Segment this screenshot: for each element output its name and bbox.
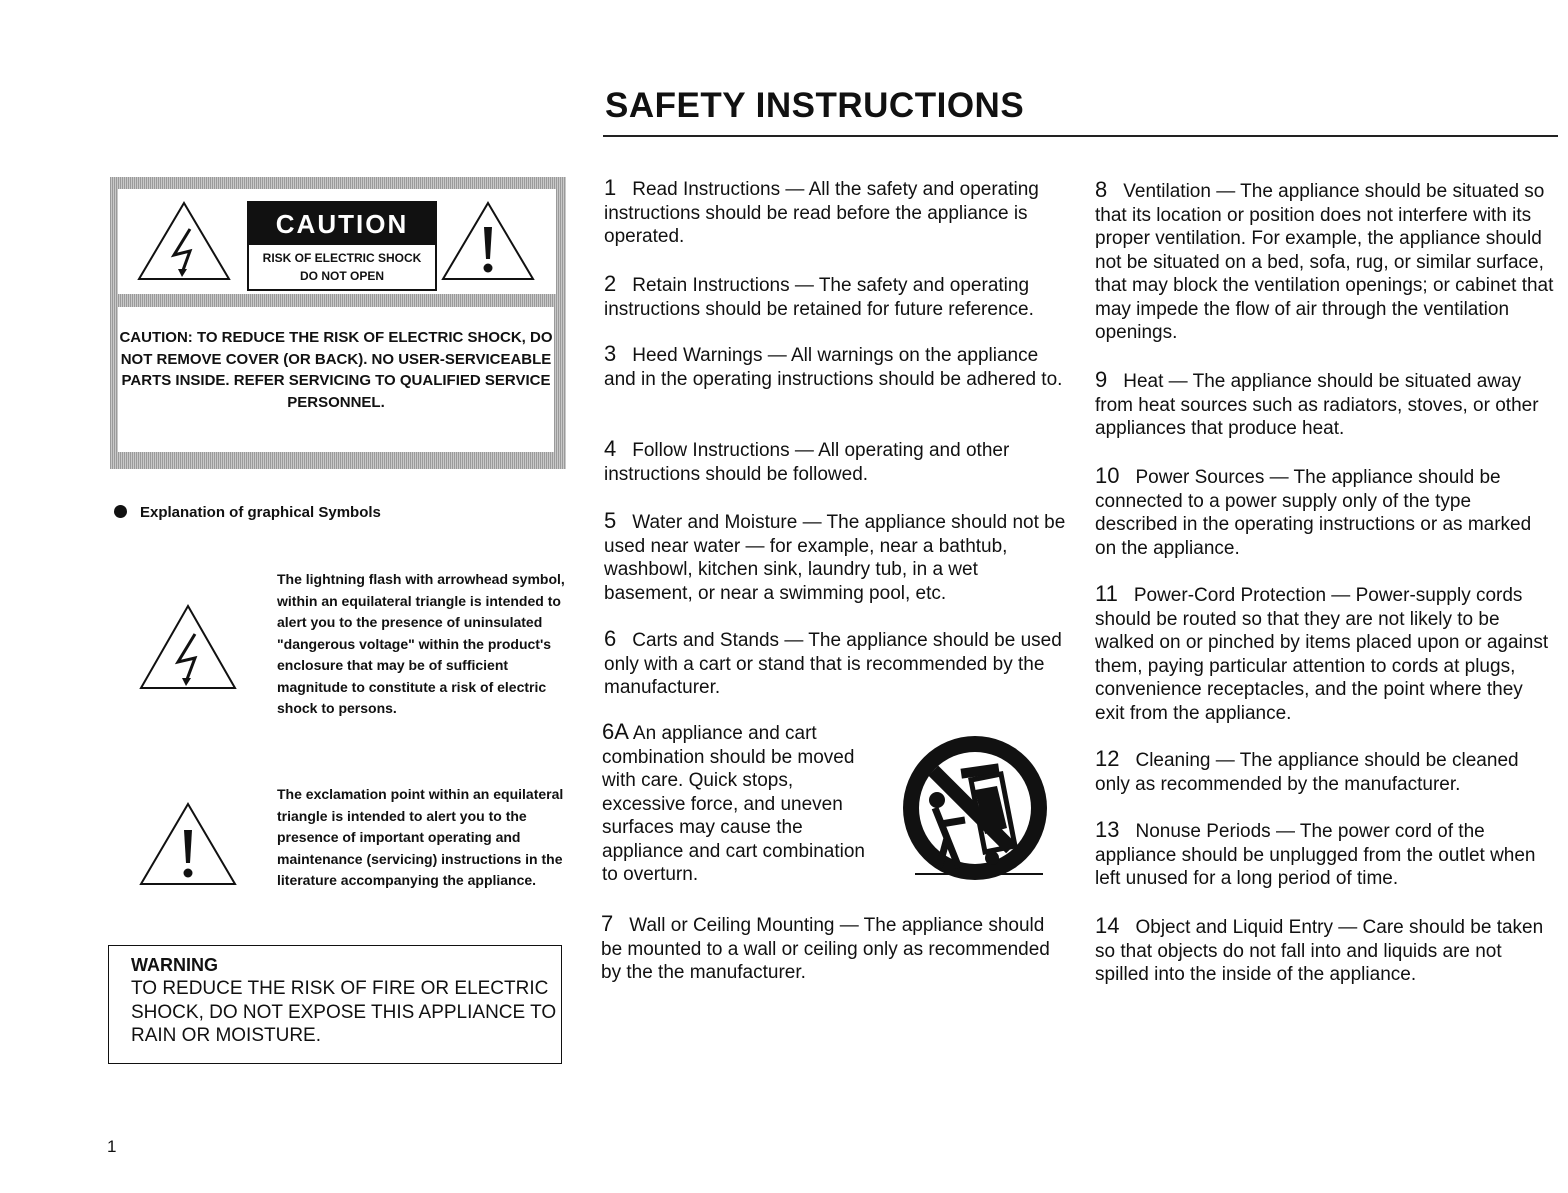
instruction-number: 1 xyxy=(604,175,617,200)
instruction-text: Object and Liquid Entry — Care should be taken so that objects do not fall into and liquids are not spilled into the inside of the appliance. xyxy=(1095,917,1544,985)
lightning-triangle-icon xyxy=(136,199,232,283)
instruction-text: Read Instructions — All the safety and operating instructions should be read before the appliance is operated. xyxy=(604,179,1039,247)
instruction-item xyxy=(604,627,1066,700)
exclamation-explanation: The exclamation point within an equilateral triangle is intended to alert you to the presence of important operating and maintenance (servicing) instructions in the literature accompanying the appliance. xyxy=(277,786,564,888)
page-title: SAFETY INSTRUCTIONS xyxy=(605,86,1025,125)
instruction-text: Heat — The appliance should be situated away from heat sources such as radiators, stoves, or other appliances that produce heat. xyxy=(1095,371,1539,439)
warning-box xyxy=(108,945,562,1064)
instruction-text: Power-Cord Protection — Power-supply cords should be routed so that they are not likely to be walked on or pinched by items placed upon or against them, paying particular attention to cords at plugs, convenience receptacles, and the point where they exit from the appliance. xyxy=(1095,585,1549,724)
instruction-item xyxy=(1095,582,1555,725)
page-number: 1 xyxy=(107,1137,117,1156)
instruction-text: Wall or Ceiling Mounting — The appliance should be mounted to a wall or ceiling only as recommended by the the manufacturer. xyxy=(601,915,1050,983)
instruction-number: 9 xyxy=(1095,367,1108,392)
instruction-item xyxy=(1095,464,1555,560)
instruction-text: Power Sources — The appliance should be connected to a power supply only of the type described in the operating instructions or as marked on the appliance. xyxy=(1095,467,1532,559)
instruction-number: 13 xyxy=(1095,817,1120,842)
instruction-number: 12 xyxy=(1095,746,1120,771)
caution-label-bottom xyxy=(118,307,554,452)
caution-word: CAUTION xyxy=(249,203,435,245)
lightning-explanation: The lightning flash with arrowhead symbol, within an equilateral triangle is intended to alert you to the presence of uninsulated "dangerous voltage" within the product's enclosure that may be of sufficient magnitude to constitute a risk of electric shock to persons. xyxy=(277,571,565,716)
instruction-item xyxy=(602,720,870,887)
title-rule xyxy=(603,135,1558,137)
instruction-number: 8 xyxy=(1095,177,1108,202)
instruction-item xyxy=(604,509,1066,605)
instruction-text: Nonuse Periods — The power cord of the appliance should be unplugged from the outlet when left unused for a long period of time. xyxy=(1095,821,1536,889)
instruction-number: 14 xyxy=(1095,913,1120,938)
caution-badge xyxy=(247,201,437,291)
instruction-item xyxy=(604,176,1066,249)
instruction-text: Heed Warnings — All warnings on the appliance and in the operating instructions should be adhered to. xyxy=(604,345,1063,390)
instruction-item xyxy=(1095,914,1555,987)
instruction-item xyxy=(601,912,1063,985)
instruction-number: 3 xyxy=(604,341,617,366)
instruction-item xyxy=(1095,747,1555,796)
cart-tip-over-warning-icon xyxy=(897,728,1047,888)
explanation-heading: Explanation of graphical Symbols xyxy=(140,504,381,521)
exclamation-triangle-icon xyxy=(138,800,238,888)
caution-subtext-line2: DO NOT OPEN xyxy=(299,269,384,283)
instruction-text: Follow Instructions — All operating and other instructions should be followed. xyxy=(604,440,1010,485)
exclamation-triangle-icon xyxy=(440,199,536,283)
instruction-text: Carts and Stands — The appliance should be used only with a cart or stand that is recommended by the manufacturer. xyxy=(604,630,1062,698)
instruction-number: 2 xyxy=(604,271,617,296)
warning-body: TO REDUCE THE RISK OF FIRE OR ELECTRIC SHOCK, DO NOT EXPOSE THIS APPLIANCE TO RAIN OR MOISTURE. xyxy=(131,978,557,1046)
instruction-number: 11 xyxy=(1095,581,1118,606)
instruction-item xyxy=(1095,818,1555,891)
caution-text: CAUTION: TO REDUCE THE RISK OF ELECTRIC SHOCK, DO NOT REMOVE COVER (OR BACK). NO USER-SERVICEABLE PARTS INSIDE. REFER SERVICING TO QUALIFIED SERVICE PERSONNEL. xyxy=(119,329,553,411)
instruction-text: Water and Moisture — The appliance should not be used near water — for example, near a bathtub, washbowl, kitchen sink, laundry tub, in a wet basement, or near a swimming pool, etc. xyxy=(604,512,1066,604)
caution-subtext-line1: RISK OF ELECTRIC SHOCK xyxy=(262,251,422,265)
instruction-text: Ventilation — The appliance should be situated so that its location or position does not interfere with its proper ventilation. For example, the appliance should not be situated on a bed, sofa, rug, or similar surface, that may block the ventilation openings; or cabinet that may impede the flow of air through the ventilation openings. xyxy=(1095,181,1554,343)
lightning-triangle-icon xyxy=(138,602,238,692)
instruction-number: 10 xyxy=(1095,463,1120,488)
instruction-number: 4 xyxy=(604,436,617,461)
instruction-number: 5 xyxy=(604,508,617,533)
warning-title: WARNING xyxy=(131,955,218,975)
instruction-text: Retain Instructions — The safety and operating instructions should be retained for future reference. xyxy=(604,275,1034,320)
instruction-item xyxy=(1095,178,1555,345)
instruction-text: An appliance and cart combination should be moved with care. Quick stops, excessive force, and uneven surfaces may cause the appliance and cart combination to overturn. xyxy=(602,723,866,885)
bullet-icon xyxy=(114,505,127,518)
instruction-text: Cleaning — The appliance should be cleaned only as recommended by the manufacturer. xyxy=(1095,750,1519,795)
caution-subtext xyxy=(249,249,435,285)
instruction-item xyxy=(604,342,1066,391)
instruction-number: 7 xyxy=(601,911,614,936)
instruction-item xyxy=(604,272,1066,321)
instruction-item xyxy=(1095,368,1555,441)
instruction-number: 6 xyxy=(604,626,617,651)
instruction-number: 6A xyxy=(602,719,629,744)
caution-label xyxy=(110,177,566,469)
instruction-item xyxy=(604,437,1066,486)
